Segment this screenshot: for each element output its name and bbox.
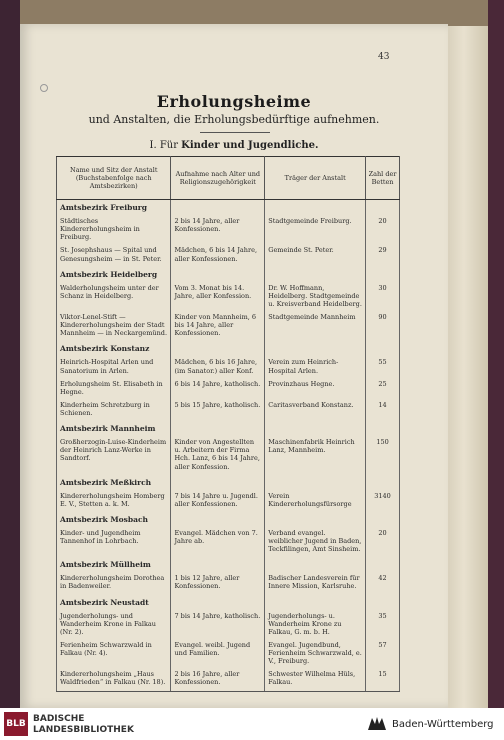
district-name: Amtsbezirk Meßkirch [57, 475, 171, 491]
book-cover-left [0, 0, 20, 708]
book-cover-right [488, 0, 504, 708]
institutions-table [56, 156, 400, 692]
bed-count: 29 [366, 245, 400, 266]
header-beds: Zahl der Betten [366, 157, 400, 200]
bed-count: 25 [366, 379, 400, 400]
table-row [57, 216, 400, 245]
institution-name: Viktor-Lenel-Stift — Kindererholungsheim der Stadt Mannheim — in Neckargemünd. [57, 312, 171, 341]
owner-name: Verein Kindererholungsfürsorge [265, 491, 366, 512]
table-row [57, 491, 400, 512]
district-row [57, 557, 400, 573]
institution-name: Städtisches Kindererholungsheim in Freiburg. [57, 216, 171, 245]
bed-count: 14 [366, 400, 400, 421]
table-row [57, 611, 400, 640]
admission-info: Mädchen, 6 bis 14 Jahre, aller Konfessionen. [171, 245, 265, 266]
table-body [57, 200, 400, 692]
institution-name: Jugenderholungs- und Wanderheim Krone in Falkau (Nr. 2). [57, 611, 171, 640]
district-row [57, 421, 400, 437]
section-heading [20, 140, 448, 151]
owner-name: Badischer Landesverein für Innere Mission, Karlsruhe. [265, 573, 366, 594]
empty-cell [265, 200, 366, 217]
institution-name: Kinder- und Jugendheim Tannenhof in Lohrbach. [57, 528, 171, 557]
empty-cell [265, 421, 366, 437]
page-edge [448, 26, 488, 708]
blb-line-2: LANDESBIBLIOTHEK [33, 724, 134, 735]
bw-lions-icon [366, 714, 388, 734]
table-row [57, 379, 400, 400]
institution-name: Kindererholungsheim Dorothea in Badenweiler. [57, 573, 171, 594]
table-header-row [57, 157, 400, 200]
admission-info: 5 bis 15 Jahre, katholisch. [171, 400, 265, 421]
empty-cell [171, 267, 265, 283]
header-name: Name und Sitz der Anstalt (Buchstabenfolge nach Amtsbezirken) [57, 157, 171, 200]
owner-name: Maschinenfabrik Heinrich Lanz, Mannheim. [265, 437, 366, 475]
empty-cell [265, 267, 366, 283]
table-row [57, 437, 400, 475]
owner-name: Gemeinde St. Peter. [265, 245, 366, 266]
empty-cell [171, 512, 265, 528]
district-name: Amtsbezirk Mannheim [57, 421, 171, 437]
bed-count: 20 [366, 216, 400, 245]
admission-info: 6 bis 14 Jahre, katholisch. [171, 379, 265, 400]
blb-logo: BLB [4, 712, 28, 736]
table-row [57, 312, 400, 341]
district-row [57, 341, 400, 357]
table-row [57, 669, 400, 691]
empty-cell [265, 512, 366, 528]
blb-name [33, 714, 134, 736]
blb-line-1: BADISCHE [33, 714, 85, 724]
admission-info: 7 bis 14 Jahre, katholisch. [171, 611, 265, 640]
footer-bar [0, 708, 504, 740]
institution-name: Ferienheim Schwarzwald in Falkau (Nr. 4). [57, 640, 171, 669]
institution-name: Erholungsheim St. Elisabeth in Hegne. [57, 379, 171, 400]
table-row [57, 400, 400, 421]
institution-name: Walderholungsheim unter der Schanz in Heidelberg. [57, 283, 171, 312]
bed-count: 3140 [366, 491, 400, 512]
admission-info: 2 bis 14 Jahre, aller Konfessionen. [171, 216, 265, 245]
header-owner: Träger der Anstalt [265, 157, 366, 200]
section-bold: Kinder und Jugendliche. [181, 140, 319, 151]
empty-cell [366, 512, 400, 528]
institution-name: Heinrich-Hospital Arlen und Sanatorium in Arlen. [57, 357, 171, 378]
owner-name: Verband evangel. weiblicher Jugend in Baden, Teckfilingen, Amt Sinsheim. [265, 528, 366, 557]
table-row [57, 573, 400, 594]
owner-name: Stadtgemeinde Freiburg. [265, 216, 366, 245]
district-name: Amtsbezirk Konstanz [57, 341, 171, 357]
district-name: Amtsbezirk Heidelberg [57, 267, 171, 283]
district-row [57, 267, 400, 283]
page-mark [40, 84, 48, 92]
empty-cell [265, 475, 366, 491]
table-row [57, 640, 400, 669]
page-title: Erholungsheime [156, 92, 312, 111]
empty-cell [265, 557, 366, 573]
admission-info: Evangel. Mädchen von 7. Jahre ab. [171, 528, 265, 557]
empty-cell [366, 557, 400, 573]
table-row [57, 528, 400, 557]
bed-count: 15 [366, 669, 400, 691]
admission-info: Vom 3. Monat bis 14. Jahre, aller Konfession. [171, 283, 265, 312]
admission-info: 7 bis 14 Jahre u. Jugendl. aller Konfessionen. [171, 491, 265, 512]
title-rule [200, 132, 270, 133]
table-row [57, 245, 400, 266]
owner-name: Caritasverband Konstanz. [265, 400, 366, 421]
admission-info: Evangel. weibl. Jugend und Familien. [171, 640, 265, 669]
bed-count: 42 [366, 573, 400, 594]
district-row [57, 475, 400, 491]
book-cover-top [0, 0, 504, 26]
owner-name: Provinzhaus Hegne. [265, 379, 366, 400]
empty-cell [366, 341, 400, 357]
district-name: Amtsbezirk Mosbach [57, 512, 171, 528]
owner-name: Stadtgemeinde Mannheim [265, 312, 366, 341]
district-name: Amtsbezirk Freiburg [57, 200, 171, 217]
empty-cell [366, 595, 400, 611]
empty-cell [366, 267, 400, 283]
admission-info: Kinder von Angestellten u. Arbeitern der Firma Hch. Lanz, 6 bis 14 Jahre, aller Konfession. [171, 437, 265, 475]
page-number: 43 [378, 52, 390, 62]
owner-name: Schwester Wilhelma Hüls, Falkau. [265, 669, 366, 691]
table-row [57, 283, 400, 312]
page-subtitle: und Anstalten, die Erholungsbedürftige aufnehmen. [88, 113, 380, 126]
bed-count: 150 [366, 437, 400, 475]
empty-cell [171, 595, 265, 611]
institution-name: Kindererholungsheim Homberg E. V., Stetten a. k. M. [57, 491, 171, 512]
bw-name: Baden-Württemberg [392, 719, 494, 730]
bed-count: 90 [366, 312, 400, 341]
empty-cell [366, 475, 400, 491]
owner-name: Evangel. Jugendbund, Ferienheim Schwarzwald, e. V., Freiburg. [265, 640, 366, 669]
admission-info: Mädchen, 6 bis 16 Jahre, (im Sanator.) aller Konf. [171, 357, 265, 378]
bed-count: 57 [366, 640, 400, 669]
institution-name: Großherzogin-Luise-Kinderheim der Heinrich Lanz-Werke in Sandtorf. [57, 437, 171, 475]
empty-cell [171, 557, 265, 573]
bed-count: 55 [366, 357, 400, 378]
district-row [57, 595, 400, 611]
empty-cell [171, 475, 265, 491]
district-name: Amtsbezirk Müllheim [57, 557, 171, 573]
empty-cell [366, 421, 400, 437]
institution-name: Kinderheim Schretzburg in Schienen. [57, 400, 171, 421]
owner-name: Jugenderholungs- u. Wanderheim Krone zu Falkau, G. m. b. H. [265, 611, 366, 640]
empty-cell [265, 595, 366, 611]
bed-count: 35 [366, 611, 400, 640]
institution-name: St. Josephshaus — Spital und Genesungsheim — in St. Peter. [57, 245, 171, 266]
institution-name: Kindererholungsheim „Haus Waldfrieden“ in Falkau (Nr. 18). [57, 669, 171, 691]
district-name: Amtsbezirk Neustadt [57, 595, 171, 611]
bed-count: 30 [366, 283, 400, 312]
district-row [57, 512, 400, 528]
empty-cell [171, 421, 265, 437]
admission-info: Kinder von Mannheim, 6 bis 14 Jahre, aller Konfessionen. [171, 312, 265, 341]
owner-name: Verein zum Heinrich-Hospital Arlen. [265, 357, 366, 378]
table-row [57, 357, 400, 378]
admission-info: 2 bis 16 Jahre, aller Konfessionen. [171, 669, 265, 691]
empty-cell [265, 341, 366, 357]
empty-cell [171, 341, 265, 357]
owner-name: Dr. W. Hoffmann, Heidelberg. Stadtgemeinde u. Kreisverband Heidelberg. [265, 283, 366, 312]
empty-cell [171, 200, 265, 217]
admission-info: 1 bis 12 Jahre, aller Konfessionen. [171, 573, 265, 594]
bed-count: 20 [366, 528, 400, 557]
header-admission: Aufnahme nach Alter und Religionszugehörigkeit [171, 157, 265, 200]
empty-cell [366, 200, 400, 217]
district-row [57, 200, 400, 217]
section-prefix: I. Für [149, 140, 178, 151]
